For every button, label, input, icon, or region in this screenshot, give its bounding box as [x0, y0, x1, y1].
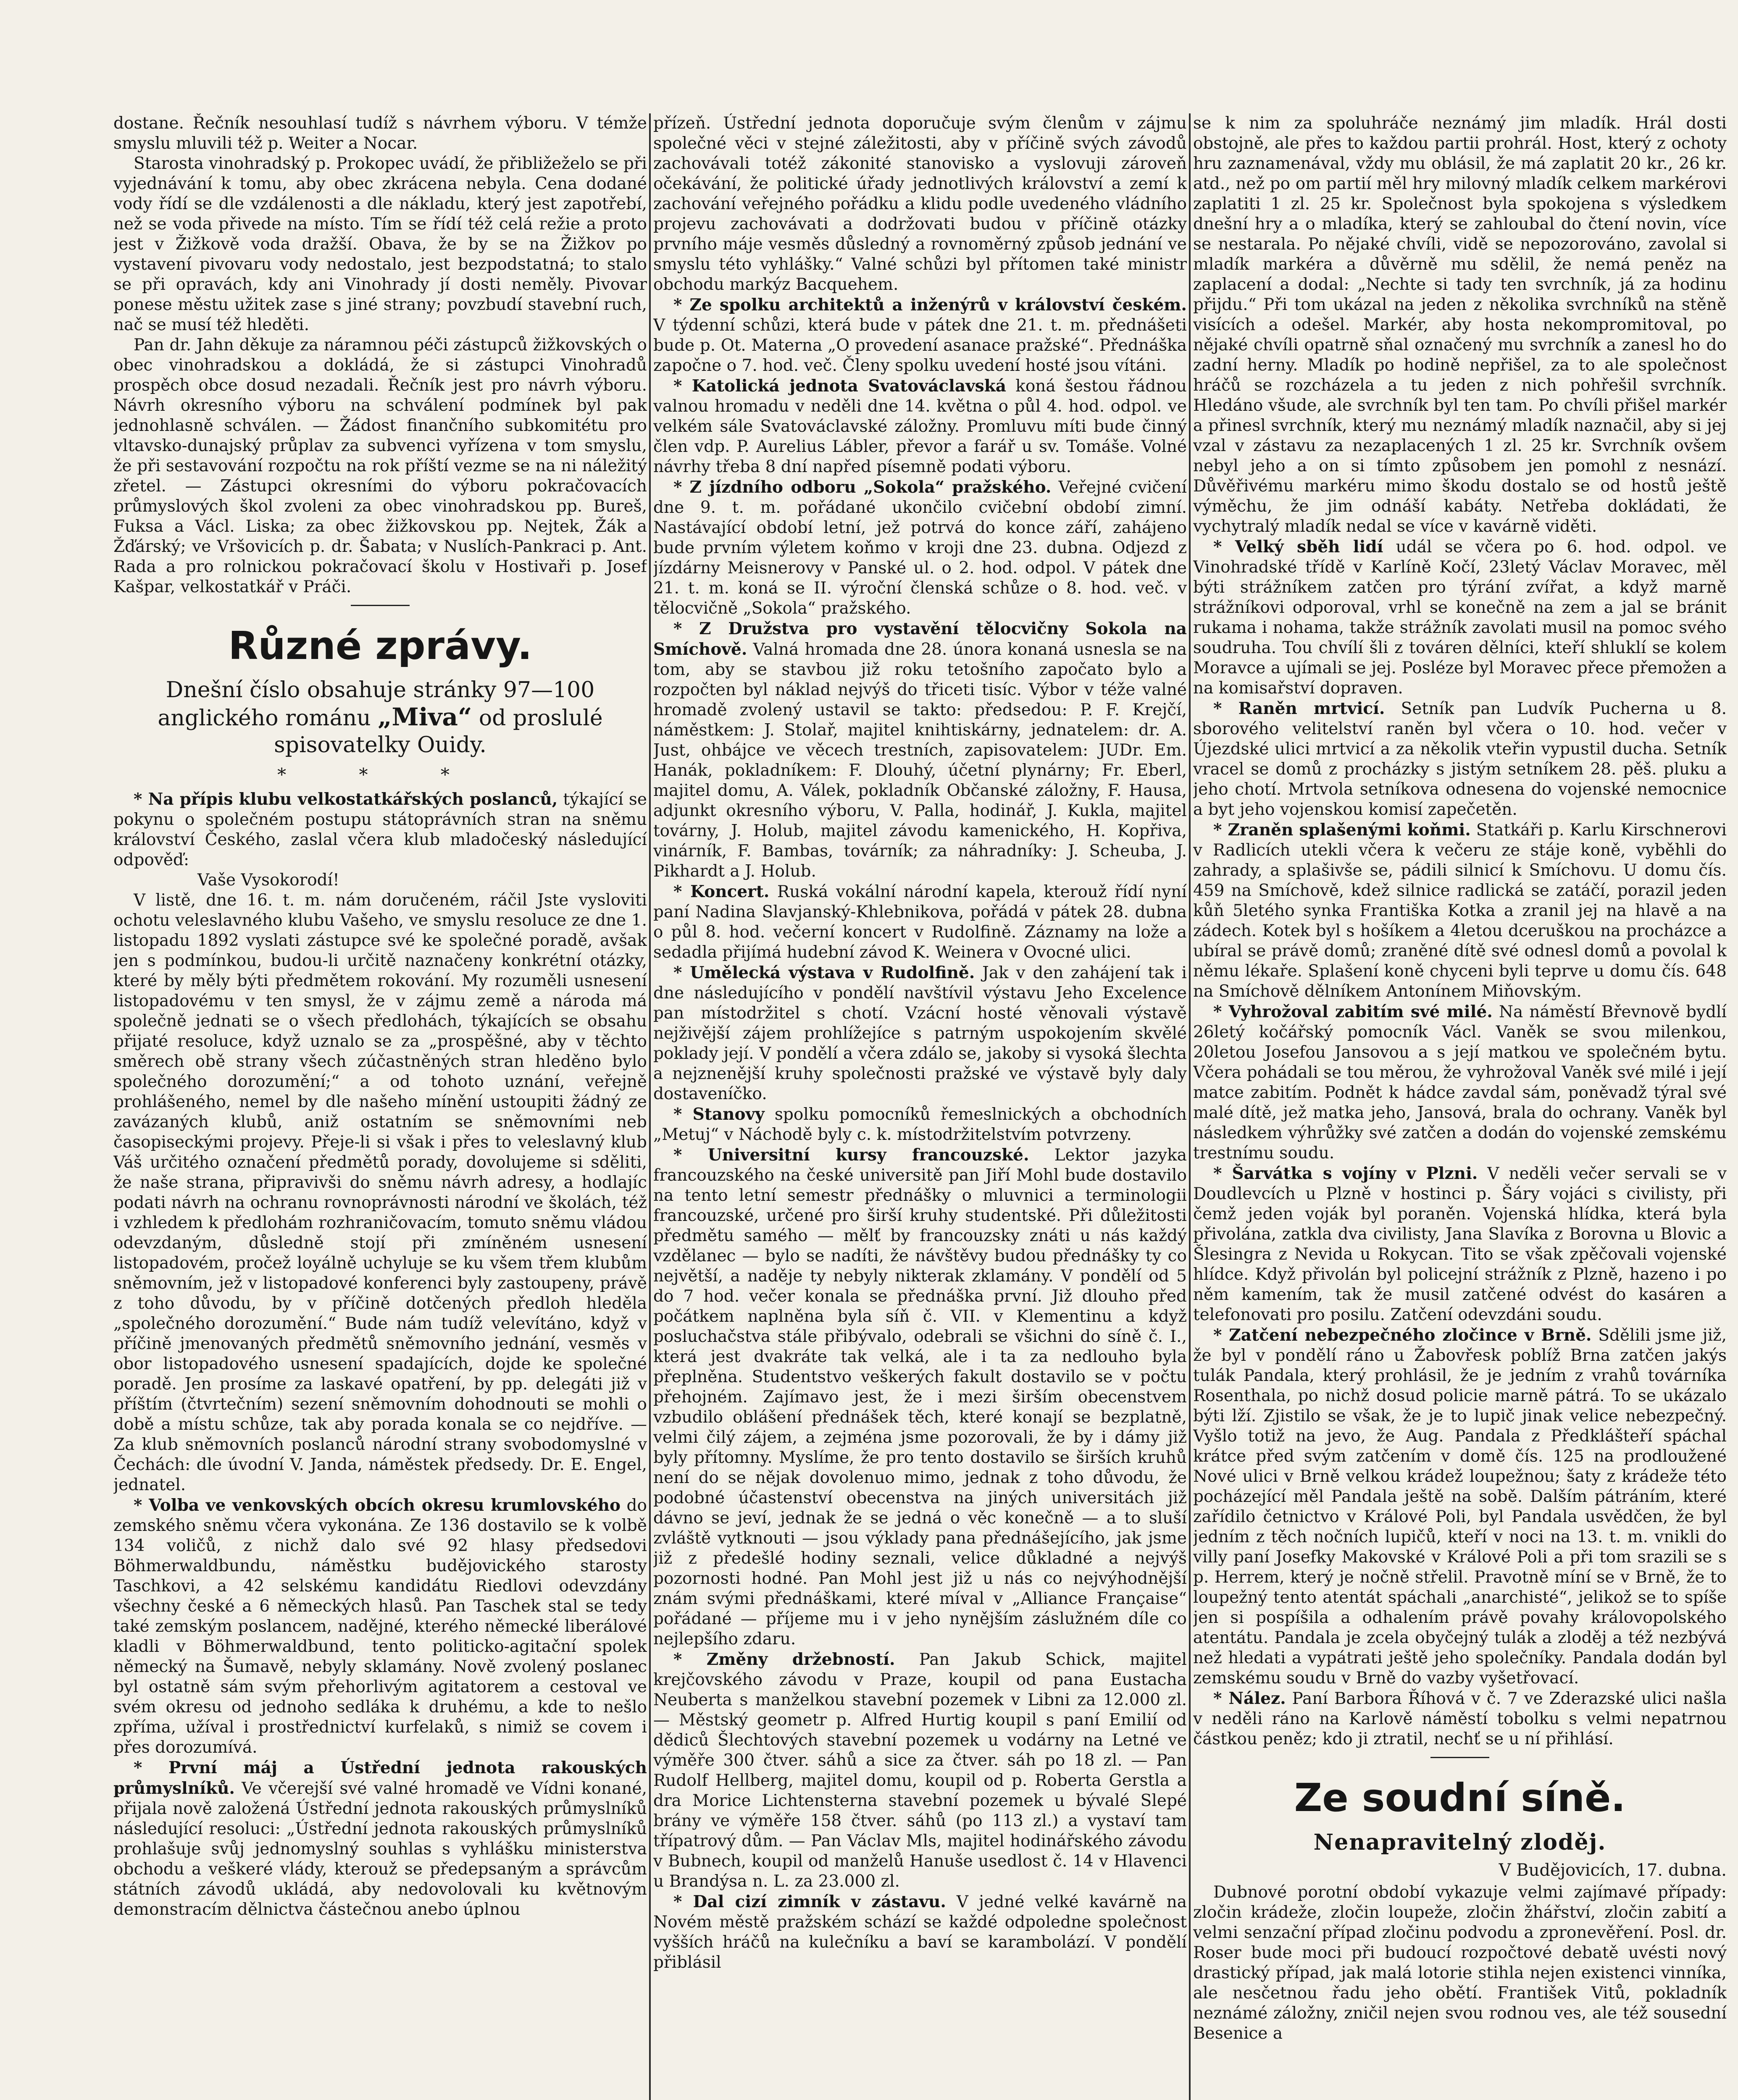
news-headline: * Vyhrožoval zabitím své milé.	[1213, 1002, 1493, 1021]
news-item	[653, 376, 1187, 477]
news-item	[653, 1649, 1187, 1892]
news-headline: * Z Družstva pro vystavění tělocvičny Sokola na Smíchově.	[653, 619, 1187, 659]
news-body: Na náměstí Břevnově bydlí 26letý kočářský pomocník Václ. Vaněk se svou milenkou, 20letou Josefou Jansovou a s její matkou ve společném bytu. Včera pohádali se tou měrou, že vyhrožoval Vaněk své milé i její matce zabitím. Podnět k hádce zavdal sám, poněvadž týral své malé dítě, jež matka jeho, Jansová, brala do ochrany. Vaněk byl následkem výhrůžky své zatčen a dodán do vojenské zemskému trestnímu soudu.	[1193, 1003, 1727, 1163]
article-text: Dubnové porotní období vykazuje velmi zajímavé případy: zločin krádeže, zločin loupeže, zločin žhářství, zločin zabití a velmi senzační případ zločinu podvodu a zpronevěření. Posl. dr. Roser bude moci při budoucí rozpočtové debatě uvésti nový drastický případ, jak malá lotorie stihla nejen existenci vinníka, ale nesčetnou řadu jeho obětí. František Vitů, pokladník neznámé záložny, zničil nejen svou rodnou ves, ale též sousední Besenice a	[1193, 1883, 1727, 2043]
news-headline: * Universitní kursy francouzské.	[673, 1145, 1029, 1165]
news-headline: * Katolická jednota Svatováclavská	[673, 376, 1006, 396]
news-item	[113, 1758, 647, 1920]
news-headline: * Koncert.	[673, 882, 770, 901]
news-headline: * Změny držebností.	[673, 1650, 895, 1669]
letter-body: V listě, dne 16. t. m. nám doručeném, ráčil Jste vysloviti ochotu veleslavného klubu Vašeho, ve smyslu resoluce ze dne 1. listopadu 1892 vyslati zástupce své ke společné poradě, avšak jen s podmínkou, budou-li určitě naznačeny konkrétní otázky, které by měly býti předmětem rokování. My rozuměli usnesení listopadovému v ten smysl, že v zájmu země a národa má společně jednati se o všech předlohách, týkajících se obsahu přijaté resoluce, když uznalo se za „prospěšné, aby v těchto směrech obě strany všech zúčastněných stran hleděno bylo společného dorozumění;“ a od tohoto uznání, veřejně prohlášeného, nemel by dle našeho mínění ustoupiti žádný ze zavázaných klubů, aniž ostatním se sněmovními neb časopiseckými projevy. Přeje-li si však i přes to veleslavný klub Váš určitého označení předmětů porady, dovolujeme si sděliti, že naše strana, připravivši do sněmu návrh adresy, a hodlajíc podati návrh na ochranu rovnoprávnosti národní ve školách, též i vzhledem k předlohám rozhraničovacím, tomuto sněmu vládou odevzdaným, důsledně stojí při zmíněném usnesení listopadovém, pročež loyálně uchyluje se ku všem třem klubům sněmovním, jež v listopadové konferenci byly zastoupeny, právě z toho důvodu, by v příčině dotčených předloh hleděla „společného dorozumění.“ Bude nám tudíž velevítáno, když v příčině jmenovaných předmětů sněmovního jednání, vesměs v obor listopadového usnesení spadajících, dojde ke společné poradě. Jen prosíme za laskavé opatření, by pp. delegáti již v příštím (čtvrtečním) sezení sněmovním dohodnouti se mohli o době a místu schůze, tak aby porada konala se co nejdříve. — Za klub sněmovních poslanců národní strany svobodomyslné v Čechách: dle úvodní V. Janda, náměstek předsedy. Dr. E. Engel, jednatel.	[113, 891, 647, 1494]
news-body: udál se včera po 6. hod. odpol. ve Vinohradské třídě v Karlíně Kočí, 23letý Václav Moravec, měl býti strážníkem zatčen pro týrání zvířat, a když marně strážníkovi odporoval, vrhl se konečně na zem a jal se bránit rukama i nohama, takže strážník zavolati musil na pomoc svého soudruha. Tou chvílí šli z továren dělníci, kteří shluklí se kolem Moravce a ujímali se jej. Posléze byl Moravec přece přemožen a na komisařství dopraven.	[1193, 538, 1727, 698]
section-divider	[1430, 1757, 1489, 1758]
news-headline: * Umělecká výstava v Rudolfině.	[673, 963, 975, 982]
news-body: Valná hromada dne 28. února konaná usnesla se na tom, aby se stavbou již roku tetošního započato bylo a rozpočten byl náklad nejvýš do třiceti tisíc. Výbor v téže valné hromadě zvolený ustavil se takto: předsedou: P. F. Krejčí, náměstkem: J. Stolař, majitel knihtiskárny, jednatelem: dr. A. Just, ohbájce ve věcech trestních, zapisovatelem: JUDr. Em. Hanák, pokladníkem: F. Dlouhý, účetní plynárny; Fr. Eberl, majitel domu, A. Válek, pokladník Občanské záložny, F. Hausa, adjunkt okresního výboru, V. Palla, hodinář, J. Kukla, majitel továrny, J. Holub, majitel závodu kamenického, H. Kopřiva, vinárník, F. Bambas, továrník; za náhradníky: J. Scheuba, J. Pikhardt a J. Holub.	[653, 640, 1187, 881]
news-body: týkající se pokynu o společném postupu státoprávních stran na sněmu království Českého, zaslal včera klub mladočeský následující odpověď:	[113, 790, 647, 869]
dateline: V Budějovicích, 17. dubna.	[1499, 1861, 1727, 1880]
section-title: Různé zprávy.	[228, 623, 532, 668]
news-body: Veřejné cvičení dne 9. t. m. pořádané ukončilo cvičební období zimní. Nastávající období letní, jež potrvá do konce září, zahájeno bude prvním výletem koňmo v kroji dne 23. dubna. Odjezd z jízdárny Meisnerovy v Panské ul. o 2. hod. odpol. V pátek dne 21. t. m. koná se II. výroční členská schůze o 8. hod. več. v tělocvičně „Sokola“ pražského.	[653, 478, 1187, 618]
section-title: Ze soudní síně.	[1294, 1775, 1626, 1820]
news-headline: * První máj a Ústřední jednota rakouských průmyslníků.	[113, 1758, 647, 1798]
news-item	[653, 1145, 1187, 1649]
news-body: Lektor jazyka francouzského na české universitě pan Jiří Mohl bude dostavilo na tento letní semestr přednášky o mluvnici a terminologii francouzské, určené pro širší kruhy studentské. Při důležitosti předmětu samého — mělť by francouzsky znáti u nás každý vzdělanec — bylo se nadíti, že návštěvy budou přednášky ty co největší, a naděje ty nebyly nikterak zklamány. V pondělí od 5 do 7 hod. večer konala se přednáška první. Již dlouho před počátkem naplněna byla síň č. VII. v Klementinu a když posluchačstva stále přibývalo, odebrali se všichni do síně č. I., která jest dvakráte tak velká, ale i ta za nedlouho byla přeplněna. Studentstvo veškerých fakult dostavilo se v počtu přehojném. Zajímavo jest, že i mezi širším obecenstvem vzbudilo oblášení přednášek těch, které konají se bezplatně, velmi čilý zájem, a zejména jsme pozorovali, že by i dámy již byly přítomny. Myslíme, že pro tento dostavilo se širších kruhů není do se nějak dovolenuo mimo, jednak z toho důvodu, že podobné účastenství obecenstva na jiných universitách již dávno se jeví, jednak že se jedná o věc konečně — a to sluší zvláště vytknouti — jsou výklady pana přednášejícího, jak jsme již z předešlé hodiny seznali, velice důkladné a nejvýš pozornosti hodné. Pan Mohl jest již u nás co nejvýhodnější znám svými přednáškami, které míval v „Alliance Française“ pořádané — příjeme mu i v jeho nynějším záslužném díle co nejlepšího zdaru.	[653, 1146, 1187, 1648]
news-body: Ve včerejší své valné hromadě ve Vídni konané, přijala nově založená Ústřední jednota rakouských průmyslníků následující resoluci: „Ústřední jednota rakouských průmyslníků prohlašuje svůj jednomyslný souhlas s vyhlášku ministerstva obchodu a veškeré vlády, kterouž se předepsaným a správcům státních závodů ukládá, aby nedovolovali ku květnovým demonstracím dělnictva částečnou anebo úplnou	[113, 1779, 647, 1919]
news-item	[1193, 820, 1727, 1002]
novel-title: „Miva“	[378, 703, 472, 731]
news-headline: * Zatčení nebezpečného zločince v Brně.	[1213, 1326, 1592, 1345]
novel-notice-text: od proslulé spisovatelky Ouidy.	[274, 706, 603, 758]
column-divider	[1189, 113, 1191, 2100]
news-item	[1193, 1688, 1727, 1749]
news-body: V neděli večer servali se v Doudlevcích u Plzně v hostinci p. Šáry vojáci s civilisty, při čemž jeden voják byl poraněn. Vojenská hlídka, která byla přivolána, zatkla dva civilisty, Jana Slavíka z Borovna u Blovic a Šlesingra z Nevida u Rokycan. Tito se však zpěčovali vojenské hlídce. Když přivolán byl policejní strážník z Plzně, hazeno i po něm kamením, tak že musil zatčené odvést do kasáren a telefonovati pro posilu. Zatčení odevzdáni soudu.	[1193, 1164, 1727, 1324]
news-item	[653, 295, 1187, 376]
news-body: Ruská vokální národní kapela, kterouž řídí nyní paní Nadina Slavjanský-Khlebnikova, pořádá v pátek 28. dubna o půl 8. hod. večerní koncert v Rudolfině. Záznamy na lože a sedadla přijímá hudební závod K. Weinera v Ovocné ulici.	[653, 882, 1187, 962]
news-item	[113, 1495, 647, 1758]
news-item	[653, 619, 1187, 882]
news-item	[653, 1104, 1187, 1145]
news-headline: * Zraněn splašenými koňmi.	[1213, 820, 1471, 840]
novel-notice-text: Dnešní číslo obsahuje stránky 97—100 anglického románu	[158, 677, 595, 731]
news-body: spolku pomocníků řemeslnických a obchodních „Metuj“ v Náchodě byly c. k. místodržitelstvím potvrzeny.	[653, 1105, 1187, 1144]
article-text: Starosta vinohradský p. Prokopec uvádí, že přibližeželo se při vyjednávání k tomu, aby obec zkrácena nebyla. Cena dodané vody řídí se dle vzdálenosti a dle nákladu, který jest zapotřebí, než se voda přivede na místo. Tím se řídí též celá režie a proto jest v Žižkově voda dražší. Obava, že by se na Žižkov po vystavení pivovaru vody nedostalo, jest bezpodstatná; to stalo se při opravách, kdy ani Vinohrady jí dosti neměly. Pivovar ponese městu užitek zase s jiné strany; povzbudí stavební ruch, nač se musí též hleděti.	[113, 154, 647, 334]
news-headline: * Nález.	[1213, 1689, 1286, 1708]
column-divider	[649, 113, 651, 2100]
news-item	[113, 789, 647, 870]
news-item	[653, 1892, 1187, 1973]
news-body: V týdenní schůzi, která bude v pátek dne 21. t. m. přednášeti bude p. Ot. Materna „O provedení asanace pražské“. Přednáška započne o 7. hod. več. Členy spolku uvedení hosté jsou vítáni.	[653, 316, 1187, 375]
news-item	[653, 963, 1187, 1104]
column-right	[1193, 113, 1727, 2100]
news-headline: * Dal cizí zimník v zástavu.	[673, 1892, 946, 1911]
news-headline: * Raněn mrtvicí.	[1213, 699, 1385, 718]
news-body: koná šestou řádnou valnou hromadu v neděli dne 14. května o půl 4. hod. odpol. ve velkém sále Svatováclavské záložny. Promluvu míti bude činný člen vdp. P. Aurelius Lábler, převor a farář u sv. Tomáše. Volné návrhy třeba 8 dní napřed písemně podati výboru.	[653, 377, 1187, 476]
news-headline: * Ze spolku architektů a inženýrů v království českém.	[673, 295, 1187, 315]
article-title: Nenapravitelný zloděj.	[1313, 1830, 1607, 1855]
news-headline: * Volba ve venkovských obcích okresu krumlovského	[134, 1496, 621, 1515]
asterism: * * *	[277, 764, 483, 785]
article-text: dostane. Řečník nesouhlasí tudíž s návrhem výboru. V témže smyslu mluvili též p. Weiter a Nocar.	[113, 114, 647, 153]
news-headline: * Z jízdního odboru „Sokola“ pražského.	[673, 478, 1052, 497]
news-item	[653, 477, 1187, 619]
news-item	[1193, 537, 1727, 698]
news-headline: * Na přípis klubu velkostatkářských poslanců,	[134, 790, 558, 809]
article-text: se k nim za spoluhráče neznámý jim mladík. Hrál dosti obstojně, ale přes to každou partii prohrál. Host, který z ochoty hru zaznamenával, vždy mu oblásil, že má zaplatit 20 kr., 26 kr. atd., než po om partií měl hry milovný mladík celkem markérovi zaplatiti 1 zl. 25 kr. Společnost byla spokojena s výsledkem dnešní hry a o mladíka, který se zahloubal do čtení novin, více se nestarala. Po nějaké chvíli, vidě se nepozorováno, zavolal si mladík markéra a důvěrně mu sdělil, že nemá peněz na zaplacení a dodal: „Nechte si tady ten svrchník, já za hodinu přijdu.“ Při tom ukázal na jeden z několika svrchníků na stěně visících a odešel. Markér, aby hosta nekompromitoval, po nějaké chvíli opatrně sňal označený mu svrchník a zanesl ho do zadní herny. Mladík po hodině nepřišel, za to ale společnost hráčů se rozcházela a tu jeden z nich pohřešil svrchník. Hledáno všude, ale svrchník byl ten tam. Po chvíli přišel markér a přinesl svrchník, který mu neznámý mladík naznačil, aby si jej vzal v zástavu za nezaplacených 1 zl. 25 kr. Svrchník ovšem nebyl jeho a on si tímto způsobem jen pomohl z nesnází. Důvěřivému markéru mimo škodu dostalo se od hostů ještě výměchu, že jim odnáší kabáty. Netřeba dokládati, že vychytralý mladík nedal se více v kavárně viděti.	[1193, 114, 1727, 536]
article-text: přízeň. Ústřední jednota doporučuje svým členům v zájmu společné věci v stejné záležitosti, aby v příčině svých závodů zachovávali totéž zákonité stanovisko a vyslovuji zároveň očekávání, že politické úřady jednotlivých království a zemí k zachování veřejného pořádku a klidu podle uvedeného vládního projevu zachovávati a dodržovati budou v příčině otázky prvního máje vesměs důsledný a rovnoměrný způsob jednání ve smyslu této vyhlášky.“ Valné schůzi byl přítomen také ministr obchodu markýz Bacquehem.	[653, 114, 1187, 294]
novel-notice	[113, 677, 647, 759]
news-headline: * Velký sběh lidí	[1213, 537, 1383, 556]
newspaper-page	[113, 113, 1727, 2100]
news-body: do zemského sněmu včera vykonána. Ze 136 dostavilo se k volbě 134 voličů, z nichž dalo své 92 hlasy předsedovi Böhmerwaldbundu, náměstku budějovického starosty Taschkovi, a 42 selskému kandidátu Riedlovi odevzdány všechny české a 6 německých hlasů. Pan Taschek stal se tedy také zemským poslancem, nadějné, kterého německé liberálové kladli v Böhmerwaldbund, tento politicko-agitační spolek německý na Šumavě, nebyly sklamány. Nově zvolený poslanec byl ostatně sám svým přehorlivým agitatorem a cestoval ve svém okresu od jednoho sedláka k druhému, a kde to nešlo zpříma, užíval i prostřednictví kurfelaků, s nimiž se covem i přes dorozumívá.	[113, 1496, 647, 1757]
news-body: Statkáři p. Karlu Kirschnerovi v Radlicích utekli včera k večeru ze stáje koně, vyběhli do zahrady, a splašivše se, pádili silnicí k Smíchovu. U domu čís. 459 na Smíchově, kdež silnice radlická se zatáčí, porazil jeden kůň 5letého synka Františka Kotka a zranil jej na hlavě a na zádech. Kotek byl s hošíkem a 4letou dceruškou na procházce a ubíral se právě domů; zraněné dítě své odnesl domů a povolal k němu lékaře. Splašení koně chyceni byli teprve u domu čís. 648 na Smíchově dělníkem Antonínem Miňovským.	[1193, 821, 1727, 1001]
article-text: Pan dr. Jahn děkuje za náramnou péči zástupců žižkovských o obec vinohradskou a dokládá, že si zástupci Vinohradů prospěch obce dosud nezadali. Řečník jest pro návrh výboru. Návrh okresního výboru na schválení podmínek byl pak jednohlasně schválen. — Žádost finančního subkomitétu pro vltavsko-dunajský průplav za subvenci vyřízena v tom smyslu, že při sestavování rozpočtu na rok příští vezme se na ni náležitý zřetel. — Zástupci okresními do výboru pokračovacích průmyslových škol zvoleni za obec vinohradskou pp. Bureš, Fuksa a Václ. Liska; za obec žižkovskou pp. Nejtek, Žák a Žďárský; ve Vršovicích p. dr. Šabata; v Nuslích-Pankraci p. Ant. Rada a pro rolnickou pokračovací školu v Hostivaři p. Josef Kašpar, velkostatkář v Práči.	[113, 336, 647, 596]
news-body: Paní Barbora Říhová v č. 7 ve Zderazské ulici našla v neděli ráno na Karlově náměstí tobolku s velmi nepatrnou částkou peněz; kdo ji ztratil, nechť se u ní přihlásí.	[1193, 1689, 1727, 1748]
news-headline: * Stanovy	[673, 1105, 765, 1124]
news-body: Setník pan Ludvík Pucherna u 8. sborového velitelství raněn byl včera o 10. hod. večer v Újezdské ulici mrtvicí a za několik vteřin vypustil ducha. Setník vracel se domů z procházky s jistým setníkem 28. pěš. pluku a jeho chotí. Mrtvola setníkova odnesena do vojenské nemocnice a byt jeho vojenskou komisí zapečetěn.	[1193, 699, 1727, 819]
news-body: Sdělili jsme již, že byl v pondělí ráno u Žabovřesk poblíž Brna zatčen jakýs tulák Pandala, který prohlásil, že je jedním z vrahů továrníka Rosenthala, po nichž dosud policie marně pátrá. To se ukázalo býti lží. Zjistilo se však, že je to lupič jinak velice nebezpečný. Vyšlo totiž na jevo, že Aug. Pandala z Předklášteří spáchal krátce před svým zatčením v domě čís. 125 na prodloužené Nové ulici v Brně velkou krádež loupežnou; šaty z krádeže této pocházející měl Pandala ještě na sobě. Dalším pátráním, které zařídilo četnictvo v Králové Poli, byl Pandala usvědčen, že byl jedním z těch nočních lupičů, kteří v noci na 13. t. m. vnikli do villy paní Josefky Makovské v Králové Poli a při tom srazili se s p. Herrem, který je nočně střelil. Pravotně míní se v Brně, že to loupežný tento atentát spáchali „anarchisté“, jelikož se to spíše jen si pospíšila a odhalením právě povahy královopolského atentátu. Pandala je zcela obyčejný tulák a zloděj a též nezbývá než hledati a vypátrati ještě jeho společníky. Pandala dodán byl zemskému soudu v Brně do vazby vyšetřovací.	[1193, 1326, 1727, 1688]
news-headline: * Šarvátka s vojíny v Plzni.	[1213, 1164, 1478, 1183]
letter-salutation: Vaše Vysokorodí!	[197, 871, 339, 890]
news-body: Jak v den zahájení tak i dne následujícího v pondělí navštívil výstavu Jeho Excelence pan místodržitel s chotí. Vzácní hosté věnovali výstavě nejživější zájem prohlížejíce s patrným uspokojením skvělé poklady její. V pondělí a včera zdálo se, jakoby si vysoká šlechta a nejznenější kruhy společnosti pražské ve výstavě byly daly dostaveníčko.	[653, 963, 1187, 1103]
section-divider	[351, 605, 410, 606]
column-left	[113, 113, 647, 2100]
news-body: Pan Jakub Schick, majitel krejčovského závodu v Praze, koupil od pana Eustacha Neuberta s manželkou stavební pozemek v Libni za 12.000 zl. — Městský geometr p. Alfred Hurtig koupil s paní Emilií od dědiců Šlechtových stavební pozemek u vodárny na Letné ve výměře 300 čtver. sáhů a sice za čtver. sáh po 18 zl. — Pan Rudolf Hellberg, majitel domu, koupil od p. Roberta Gerstla a dra Morice Lichtensterna stavební pozemek u bývalé Slepé brány ve výměře 158 čtver. sáhů (po 113 zl.) a vystaví tam třípatrový dům. — Pan Václav Mls, majitel hodinářského závodu v Bubnech, koupil od manželů Hanuše usedlost č. 14 v Hlavenci u Brandýsa n. L. za 23.000 zl.	[653, 1650, 1187, 1891]
news-item	[1193, 1002, 1727, 1163]
news-item	[1193, 1163, 1727, 1325]
news-body: V jedné velké kavárně na Novém městě pražském schází se každé odpoledne společnost vyšších hráčů na kulečníku a baví se karambolází. V pondělí přiblásil	[653, 1893, 1187, 1972]
news-item	[653, 882, 1187, 963]
column-middle	[653, 113, 1187, 2100]
news-item	[1193, 1325, 1727, 1688]
news-item	[1193, 698, 1727, 820]
